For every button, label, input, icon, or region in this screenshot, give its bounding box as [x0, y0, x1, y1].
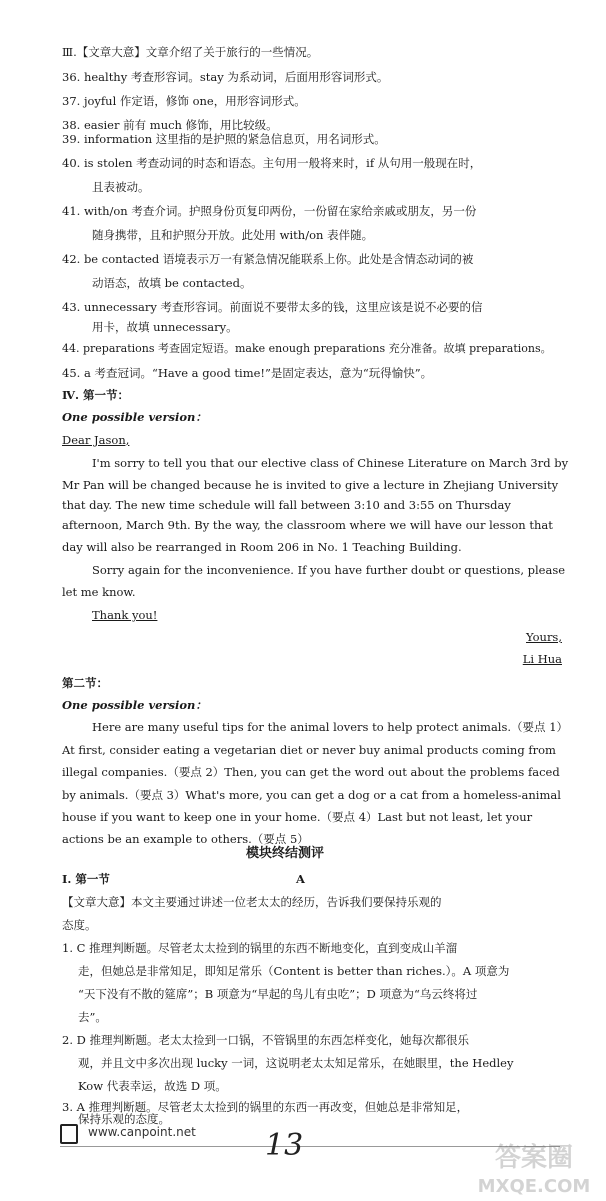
watermark-logo — [464, 1136, 604, 1198]
letter-closing: Yours, — [526, 630, 562, 644]
essay-line-4: by animals.（要点 3）What's more, you can get a dog or a cat from a homeless-animal — [62, 788, 561, 802]
answer-3: 3. A 推理判断题。尽管老太太捡到的锅里的东西一再改变，但她总是非常知足， — [62, 1100, 469, 1114]
module-test-title: 模块终结测评 — [246, 846, 325, 861]
passage-summary: 【文章大意】本文主要通过讲述一位老太太的经历，告诉我们要保持乐观的 — [62, 895, 442, 909]
answer-38: 38. easier 前有 much 修饰，用比较级。 — [62, 118, 278, 132]
letter-thanks: Thank you! — [92, 608, 158, 622]
answer-2-cont-1: 观，并且文中多次出现 lucky 一词，这说明老太太知足常乐，在她眼里，the Hedley — [78, 1056, 514, 1070]
section-3-summary: Ⅲ.【文章大意】文章介绍了关于旅行的一些情况。 — [62, 45, 319, 59]
letter-line-7: let me know. — [62, 585, 136, 599]
essay-line-3: illegal companies.（要点 2）Then, you can get the word out about the problems faced — [62, 765, 560, 779]
answer-43-cont: 用卡，故填 unnecessary。 — [92, 320, 238, 334]
letter-line-1: I'm sorry to tell you that our elective class of Chinese Literature on March 3rd by — [92, 456, 569, 470]
footer-url: www.canpoint.net — [88, 1125, 196, 1139]
answer-39: 39. information 这里指的是护照的紧急信息页，用名词形式。 — [62, 132, 386, 146]
answer-40-cont: 且表被动。 — [92, 180, 150, 194]
letter-signature: Li Hua — [522, 652, 562, 666]
section-1-part-1-heading: Ⅰ. 第一节 — [62, 872, 110, 886]
essay-line-2: At first, consider eating a vegetarian diet or never buy animal products coming from — [62, 743, 556, 757]
essay-line-6: actions be an example to others.（要点 5） — [62, 832, 309, 846]
answer-2-cont-2: Kow 代表幸运，故选 D 项。 — [78, 1079, 227, 1093]
letter-line-6: Sorry again for the inconvenience. If you have further doubt or questions, please — [92, 563, 566, 577]
letter-salutation: Dear Jason, — [62, 433, 130, 447]
answer-1: 1. C 推理判断题。尽管老太太捡到的锅里的东西不断地变化，直到变成山羊溜 — [62, 941, 458, 955]
answer-1-cont-3: 去”。 — [78, 1010, 107, 1024]
watermark-top-text: 答案圈 — [494, 1143, 574, 1173]
answer-1-cont-2: “天下没有不散的筵席”；B 项意为“早起的鸟儿有虫吃”；D 项意为“乌云终将过 — [78, 987, 478, 1001]
answer-43: 43. unnecessary 考查形容词。前面说不要带太多的钱，这里应该是说不必要的信 — [62, 300, 483, 314]
letter-line-5: day will also be rearranged in Room 206 in No. 1 Teaching Building. — [62, 540, 462, 554]
letter-line-2: Mr Pan will be changed because he is invited to give a lecture in Zhejiang University — [62, 478, 559, 492]
possible-version-label-1: One possible version： — [62, 410, 207, 424]
letter-line-4: afternoon, March 9th. By the way, the classroom where we will have our lesson that — [62, 518, 553, 532]
answer-40: 40. is stolen 考查动词的时态和语态。主句用一般将来时，if 从句用一般现在时， — [62, 156, 482, 170]
section-4-part-2-heading: 第二节： — [62, 676, 108, 690]
answer-2: 2. D 推理判断题。老太太捡到一口锅，不管锅里的东西怎样变化，她每次都很乐 — [62, 1033, 469, 1047]
answer-1-cont-1: 走，但她总是非常知足，即知足常乐（Content is better than riches.）。A 项意为 — [78, 964, 510, 978]
watermark-bottom-text: MXQE.COM — [477, 1176, 591, 1197]
answer-42-cont: 动语态，故填 be contacted。 — [92, 276, 252, 290]
page-number: 13 — [265, 1128, 304, 1163]
answer-41: 41. with/on 考查介词。护照身份页复印两份，一份留在家给亲戚或朋友，另一份 — [62, 204, 477, 218]
answer-42: 42. be contacted 语境表示万一有紧急情况能联系上你。此处是含情态动词的被 — [62, 252, 474, 266]
passage-label-a: A — [296, 872, 305, 886]
essay-line-1: Here are many useful tips for the animal lovers to help protect animals.（要点 1） — [92, 720, 569, 734]
answer-44: 44. preparations 考查固定短语。make enough preparations 充分准备。故填 preparations。 — [62, 342, 552, 355]
answer-3-cont: 保持乐观的态度。 — [78, 1112, 170, 1126]
answer-36: 36. healthy 考查形容词。stay 为系动词，后面用形容词形式。 — [62, 70, 389, 84]
answer-45: 45. a 考查冠词。“Have a good time!”是固定表达，意为“玩得愉快”。 — [62, 366, 433, 380]
essay-line-5: house if you want to keep one in your home.（要点 4）Last but not least, let your — [62, 810, 533, 824]
section-4-part-1-heading: Ⅳ. 第一节： — [62, 388, 130, 402]
answer-37: 37. joyful 作定语，修饰 one，用形容词形式。 — [62, 94, 306, 108]
passage-summary-cont: 态度。 — [62, 918, 97, 932]
answer-41-cont: 随身携带，且和护照分开放。此处用 with/on 表伴随。 — [92, 228, 374, 242]
letter-line-3: that day. The new time schedule will fall between 3:10 and 3:55 on Thursday — [62, 498, 511, 512]
publisher-logo-icon — [60, 1124, 78, 1144]
possible-version-label-2: One possible version： — [62, 698, 207, 712]
